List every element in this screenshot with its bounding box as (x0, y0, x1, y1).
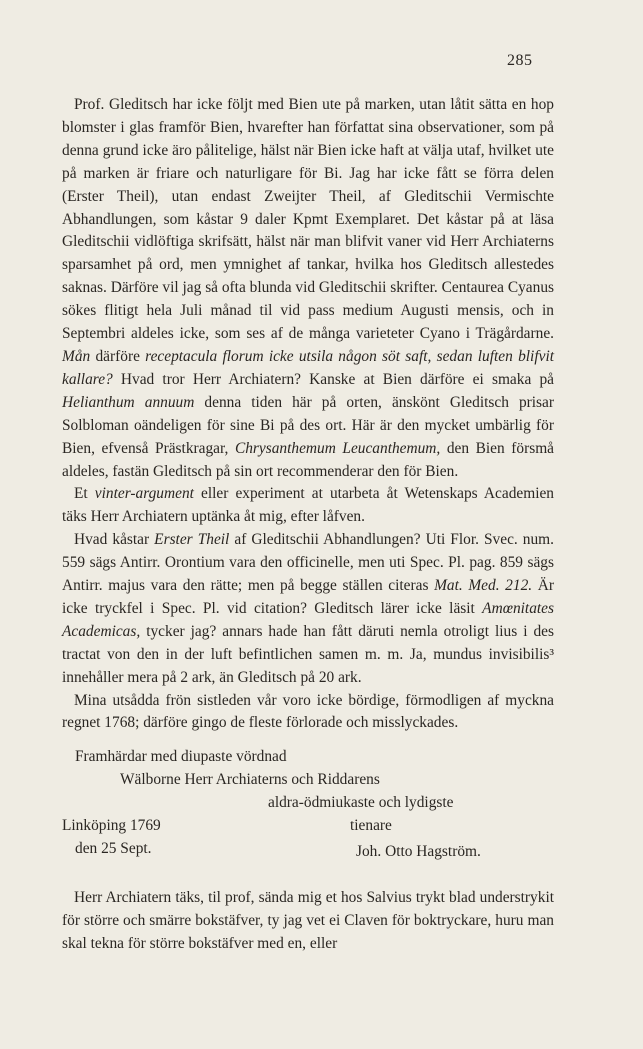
closing-signature: Joh. Otto Hagström. (356, 843, 481, 860)
text-run: den Bien försmå aldeles, fastän Gleditsch på sin ort recommenderar den för Bien. (62, 439, 555, 480)
paragraph (62, 529, 554, 689)
text-run: Är icke tryckfel i Spec. Pl. vid citation? Gleditsch lärer icke läsit (62, 577, 554, 617)
paragraph (62, 483, 554, 529)
text-run: eller experiment at utarbeta åt Wetenskaps Academien täks Herr Archiatern uptänka åt mig, efter låfven. (62, 485, 554, 526)
italic-text: receptacula florum icke utsila någon söt saft, sedan luften blifvit kallare? (62, 347, 554, 388)
text-run: tycker jag? annars hade han fått däruti nemla otroligt lius i des tractat von den in der luft befintlichen samen m. m. Ja, mundus invisibilis³ innehåller mera på 2 ark, än Gleditsch på 20 ark. (62, 622, 554, 686)
italic-text: vinter-argument (94, 485, 194, 503)
text-run: därföre (90, 347, 146, 365)
text-run: Mina utsådda frön sistleden vår voro icke bördige, förmodligen af myckna regnet 1768; därföre gingo de fleste förlorade och misslyckades. (62, 691, 554, 732)
page-number: 285 (507, 52, 533, 69)
closing-humble: aldra-ödmiukaste och lydigste (268, 794, 454, 811)
text-run: Hvad kåstar (74, 531, 155, 549)
closing-salutation: Framhärdar med diupaste vördnad (75, 748, 287, 765)
closing-address: Wälborne Herr Archiaterns och Riddarens (120, 771, 380, 788)
postscript: Herr Archiatern täks, til prof, sända mig et hos Salvius trykt blad understrykit för större och smärre bokstäfver, ty jag vet ei Claven för boktryckare, huru man skal tekna för större bokstäfver med en, eller (62, 889, 554, 953)
closing-tienare: tienare (350, 817, 392, 834)
italic-text: Mån (62, 347, 91, 365)
text-run: Prof. Gleditsch har icke följt med Bien ute på marken, utan låtit sätta en hop blomster i glas framför Bien, hvarefter han författat sina observationer, som på denna grund icke äro pålitelige, hälst när Bien icke haft at välja utaf, hvilket ute på marken är friare och naturligare för Bi. Jag har icke fått se förra delen (Erster Theil), utan endast Zweijter Theil, af Gleditschii Vermischte Abhandlungen, som kåstar 9 daler Kpmt Exemplaret. Det kåstar på at läsa Gleditschii vidlöftiga skrifsätt, hälst när man blifvit vaner vid Herr Archiaterns sparsamhet på ord, men ymnighet af tankar, hvilka hos Gleditsch allestedes saknas. Därföre vil jag så ofta blunda vid Gleditschii skrifter. Centaurea Cyanus sökes flitigt hela Juli månad til vid pass medium Augusti mensis, och in Septembri aldeles icke, som ses af de många varieteter Cyano i Trägårdarne. (62, 96, 554, 343)
body-text (62, 94, 554, 735)
italic-text: Erster Theil (154, 531, 230, 549)
italic-text: Amœnitates Academicas, (62, 599, 554, 640)
paragraph (62, 690, 554, 736)
text-run: denna tiden här på orten, änskönt Gleditsch prisar Solbloman oändeligen för sine Bi på des ort. Här är den mycket umbärlig för Bien, efvenså Prästkragar, (62, 393, 555, 457)
closing-date: den 25 Sept. (75, 840, 152, 857)
text-run: Hvad tror Herr Archiatern? Kanske at Bien därföre ei smaka på (112, 370, 554, 388)
text-run: af Gleditschii Abhandlungen? Uti Flor. Svec. num. 559 sägs Antirr. Orontium vara den officinelle, men uti Spec. Pl. pag. 859 sägs Antirr. majus vara den rätte; men på begge ställen citeras (62, 531, 554, 595)
text-run: Et (74, 485, 95, 503)
italic-text: Chrysanthemum Leucanthemum, (234, 439, 441, 457)
italic-text: Helianthum annuum (62, 393, 195, 411)
italic-text: Mat. Med. 212. (434, 577, 533, 595)
closing-place: Linköping 1769 (62, 817, 161, 834)
paragraph (62, 94, 554, 483)
